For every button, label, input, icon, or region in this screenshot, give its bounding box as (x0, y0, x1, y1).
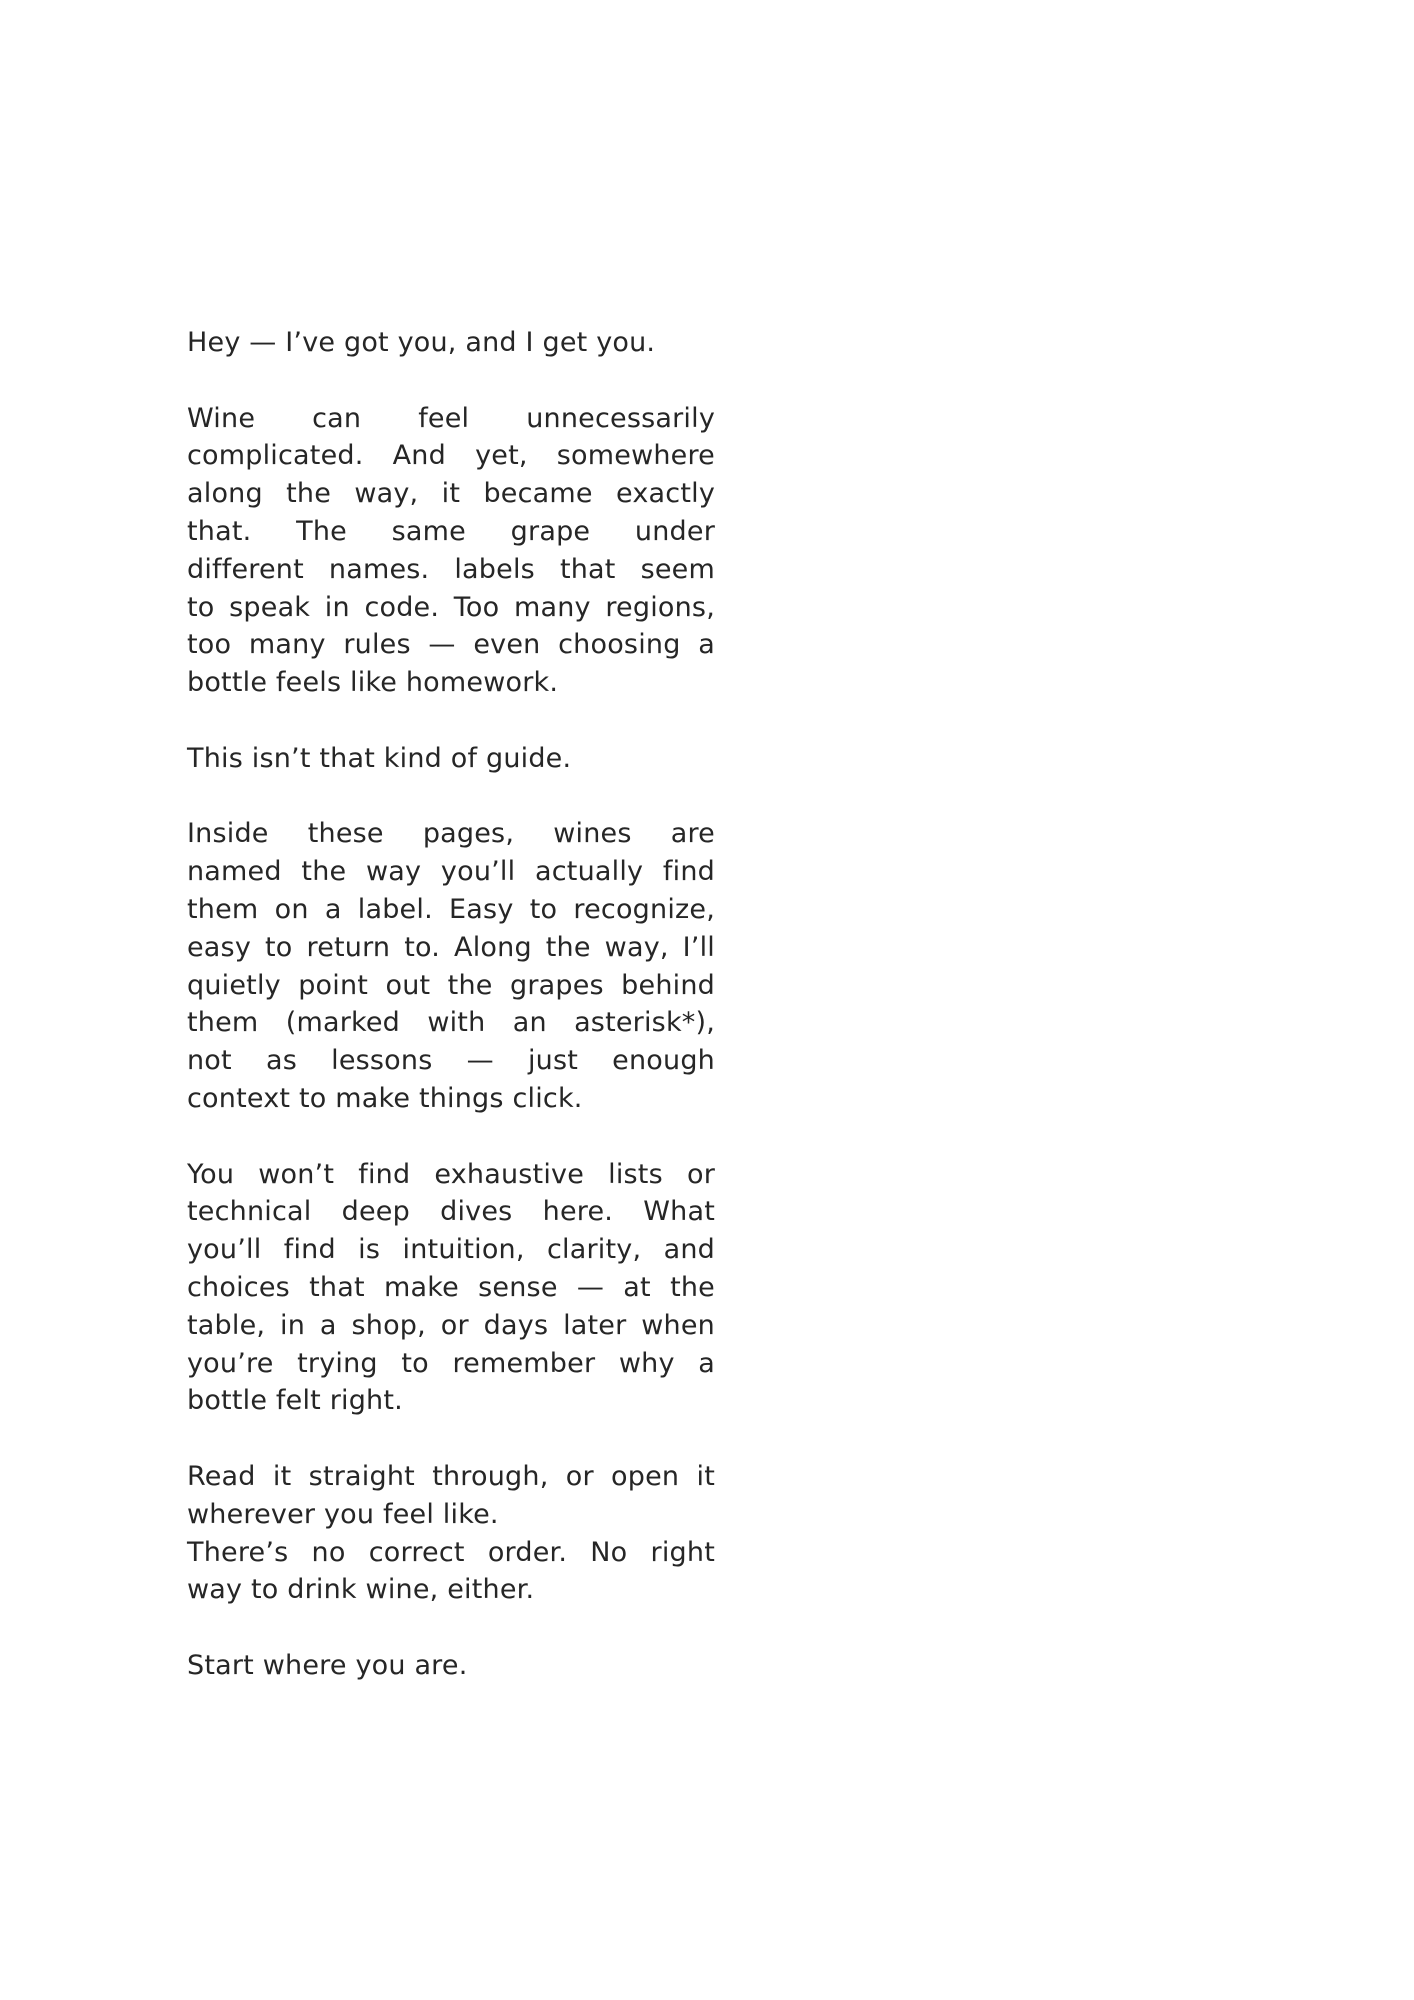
body-text (187, 324, 715, 1722)
text-line: complicated. And yet, somewhere (187, 440, 715, 472)
text-line: you’ll find is intuition, clarity, and (187, 1234, 715, 1266)
closing-line: Start where you are. (187, 1649, 468, 1681)
closing-paragraph (187, 1647, 715, 1685)
text-line: bottle felt right. (187, 1385, 403, 1417)
text-line: Inside these pages, wines are (187, 818, 715, 850)
expectations-paragraph (187, 1156, 715, 1421)
greeting-line: Hey — I’ve got you, and I get you. (187, 327, 656, 358)
reading-order-paragraph (187, 1458, 715, 1534)
text-line: quietly point out the grapes behind (187, 969, 715, 1001)
text-line: different names. labels that seem (187, 553, 715, 585)
text-line: table, in a shop, or days later when (187, 1309, 715, 1341)
guide-statement-paragraph (187, 740, 715, 778)
text-line: context to make things click. (187, 1082, 583, 1114)
intro-paragraph (187, 400, 715, 702)
no-right-way-paragraph (187, 1534, 715, 1610)
text-line: bottle feels like homework. (187, 667, 559, 699)
greeting-paragraph (187, 324, 715, 362)
text-line: Wine can feel unnecessarily (187, 402, 715, 434)
text-line: to speak in code. Too many regions, (187, 591, 715, 623)
text-line: technical deep dives here. What (187, 1196, 715, 1228)
text-line: choices that make sense — at the (187, 1271, 715, 1303)
text-line: wherever you feel like. (187, 1498, 499, 1530)
text-line: them (marked with an asterisk*), (187, 1007, 715, 1039)
text-line: not as lessons — just enough (187, 1045, 715, 1077)
text-line: Read it straight through, or open it (187, 1460, 715, 1492)
text-line: that. The same grape under (187, 515, 715, 547)
text-line: There’s no correct order. No right (187, 1536, 715, 1568)
text-line: You won’t find exhaustive lists or (187, 1158, 715, 1190)
text-line: along the way, it became exactly (187, 478, 715, 510)
inside-pages-paragraph (187, 815, 715, 1117)
text-line: This isn’t that kind of guide. (187, 742, 572, 774)
text-line: you’re trying to remember why a (187, 1347, 715, 1379)
text-line: too many rules — even choosing a (187, 629, 715, 661)
text-line: easy to return to. Along the way, I’ll (187, 931, 715, 963)
text-line: way to drink wine, either. (187, 1574, 535, 1606)
text-line: them on a label. Easy to recognize, (187, 893, 715, 925)
text-line: named the way you’ll actually find (187, 856, 715, 888)
